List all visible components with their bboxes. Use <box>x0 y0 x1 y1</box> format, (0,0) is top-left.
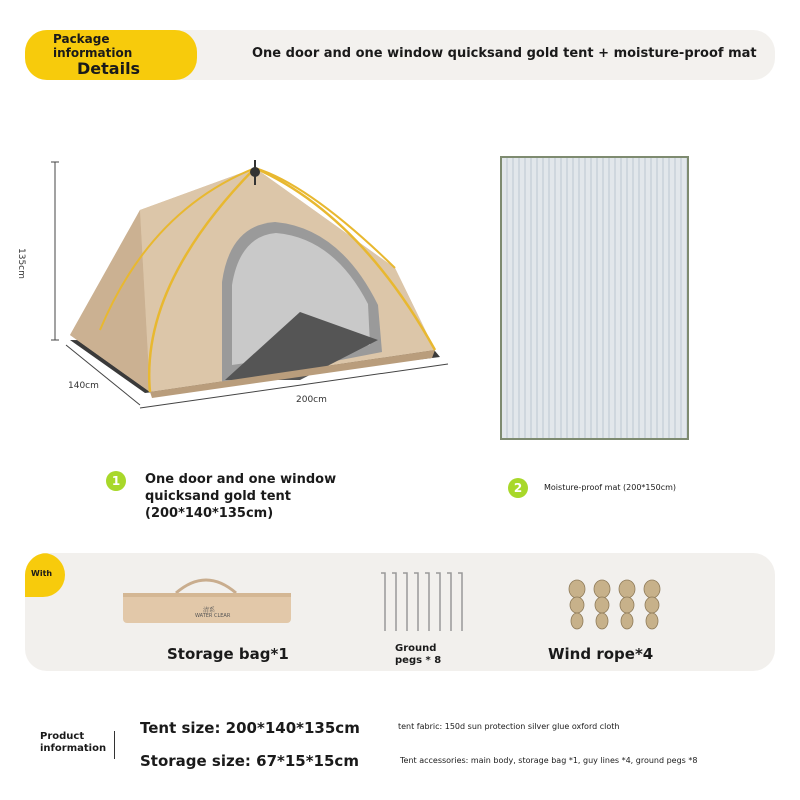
mat-number-badge: 2 <box>508 478 528 498</box>
tent-accessories-text: Tent accessories: main body, storage bag *1, guy lines *4, ground pegs *8 <box>400 756 698 765</box>
page-title: One door and one window quicksand gold tent + moisture-proof mat <box>252 46 757 61</box>
product-info-label <box>40 731 106 755</box>
ground-pegs-label-line: pegs * 8 <box>395 655 442 666</box>
tent-number-badge: 1 <box>106 471 126 491</box>
wind-rope-image <box>565 575 665 635</box>
moisture-proof-mat-image <box>500 156 690 441</box>
ground-pegs-label-line: Ground <box>395 643 437 654</box>
tent-caption-line: quicksand gold tent <box>145 489 291 504</box>
tent-depth-label: 140cm <box>68 381 99 391</box>
ground-pegs-image <box>375 569 475 635</box>
with-badge <box>25 553 65 597</box>
header-bar <box>25 30 775 80</box>
badge-line-2: information <box>53 46 133 60</box>
info-divider <box>114 731 115 759</box>
ground-pegs-label <box>395 643 441 667</box>
tent-caption <box>145 471 336 522</box>
storage-bag-logo-cn: 清系 <box>203 607 216 614</box>
tent-width-label: 200cm <box>296 395 327 405</box>
tent-fabric-text: tent fabric: 150d sun protection silver glue oxford cloth <box>398 722 620 731</box>
wind-rope-label: Wind rope*4 <box>548 645 654 663</box>
product-info-label-line: information <box>40 743 107 754</box>
product-info-label-line: Product <box>40 731 85 742</box>
tent-height-label: 135cm <box>16 248 26 279</box>
mat-caption: Moisture-proof mat (200*150cm) <box>544 483 677 492</box>
with-label: With <box>31 569 53 578</box>
badge-line-1: Package <box>53 32 110 46</box>
badge-line-3: Details <box>77 59 141 78</box>
tent-size-text: Tent size: 200*140*135cm <box>140 719 360 737</box>
storage-size-text: Storage size: 67*15*15cm <box>140 752 359 770</box>
tent-caption-line: One door and one window <box>145 472 337 487</box>
storage-bag-logo-text: WATER CLEAR <box>195 613 231 619</box>
tent-caption-line: (200*140*135cm) <box>145 506 274 521</box>
package-info-badge <box>25 30 197 80</box>
storage-bag-label: Storage bag*1 <box>167 645 289 663</box>
accessories-panel <box>25 553 775 671</box>
